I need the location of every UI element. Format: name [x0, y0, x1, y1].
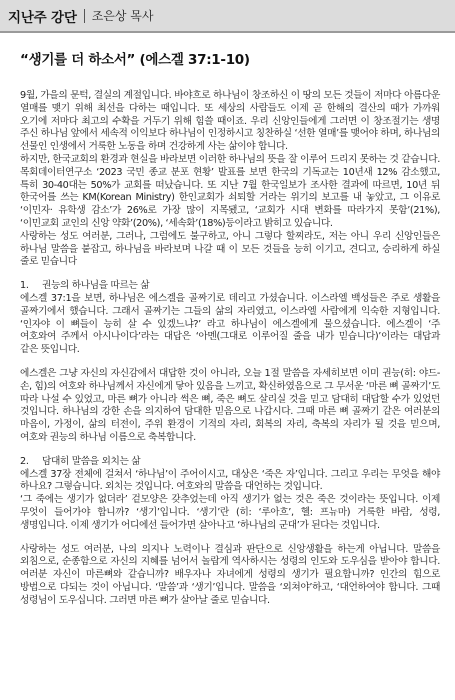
section-heading-text: 권능의 하나님을 따르는 삶	[42, 280, 150, 292]
section-paragraph: 에스겔 37:1을 보면, 하나님은 에스겔을 골짜기로 데리고 가셨습니다. 이스라엘 백성들은 주로 생활을 골짜기에서 했습니다. 그래서 골짜기는 그들의 삶의 자리였고, 이스라엘 사람에게 익숙한 지형입니다. ‘인자야 이 뼈들이 능히 살 수 있겠느냐?’ 라고 하나님이 에스겔에게 물으셨습니다. 에스겔이 ‘주 여호와여 주께서 아시나이다’라는 대답은 ‘아멘(그대로 이루어질 줄을 내가 믿습니다)’이라는 대답과 같은 뜻입니다.	[20, 292, 440, 356]
intro-paragraph: 9월, 가을의 문턱, 결실의 계절입니다. 바야흐로 하나님이 창조하신 이 땅의 모든 것들이 저마다 아름다운 열매를 맺기 위해 최선을 다하는 때입니다. 또 세상의 사람들도 이제 곧 한해의 결산의 때가 가까워 오기에 저마다 최고의 수확을 거두기 위해 힘쓸 때이죠. 우리 신앙인들에게 그러면 이 창조절기는 생명 주신 하나님 앞에서 세속적 이익보다 하나님이 인정하시고 칭찬하실 ‘선한 열매’를 맺어야 하며, 하나님의 선물인 인생에서 거룩한 노동을 하며 건강하게 사는 삶이야 합니다.	[20, 90, 440, 153]
spacer	[20, 445, 440, 456]
section-heading	[20, 456, 440, 469]
closing-paragraph: 사랑하는 성도 여러분, 나의 의지나 노력이나 결심과 판단으로 신앙생활을 하는게 아닙니다. 말씀을 외침으로, 순종함으로 자신의 지혜를 넘어서 놀랍게 역사하시는 성령의 인도와 도우심을 받아야 합니다. 여러분 자신이 마른뼈와 같습니까? 배우자나 자녀에게 성령의 생기가 필요합니까? 인간의 힘으로 방법으로 다되는 것이 아닙니다. ‘말씀’과 ‘생기’입니다. 말씀을 ‘외쳐야’하고, ‘대언하여야 합니다. 그때 성령님이 도우십니다. 그러면 마른 뼈가 살아날 줄로 믿습니다.	[20, 543, 440, 606]
intro-paragraph: 사랑하는 성도 여러분, 그러나, 그럼에도 불구하고, 아니 그렇다 할찌라도, 저는 아니 우리 신앙인들은 하나님 말씀을 붙잡고, 하나님을 바라보며 나갈 때 이 모든 것들을 능히 이기고, 견디고, 승리하게 하실 줄로 믿습니다	[20, 230, 440, 268]
section-number: 2.	[20, 455, 29, 467]
spacer	[20, 357, 440, 368]
column-title: 지난주 강단	[8, 9, 77, 26]
section-heading	[20, 280, 440, 293]
sermon-title: “생기를 더 하소서” (에스겔 37:1-10)	[20, 52, 250, 68]
intro-paragraph: 하지만, 한국교회의 환경과 현실을 바라보면 이러한 하나님의 뜻을 잘 이루어 드리지 못하는 것 같습니다. 목회데이터연구소 ‘2023 국민 종교 분포 현황’ 발표를 보면 한국의 기독교는 10년새 12% 감소했고, 특히 30-40대는 50%가 교회를 떠났습니다. 또 지난 7월 한국일보가 조사한 결과에 따르면, 10년 뒤 한국어를 쓰는 KM(Korean Ministry) 한인교회가 쇠퇴할 거라는 위기의 보고를 내 놓았고, 그 이유로 ‘이민자· 유학생 감소’가 26%로 가장 많이 지목됐고, ‘교회가 시대 변화를 따라가지 못함’(21%), ‘이민교회 교인의 신앙 약화’(20%), ‘세속화’(18%)등이라고 밝히고 있습니다.	[20, 153, 440, 229]
column-header	[0, 0, 455, 33]
sermon-body	[20, 90, 440, 607]
spacer	[20, 533, 440, 544]
section-paragraph: 에스겔은 그냥 자신의 자신감에서 대답한 것이 아니라, 오늘 1절 말씀을 자세히보면 이미 권능(히: 야드- 손, 힘)의 여호와 하나님께서 자신에게 닿아 있음을 느끼고, 확신하였음으로 그 무서운 ‘마른 뼈 골짜기’도 따라 나설 수 있었고, 마른 뼈가 아니라 썩은 뼈, 죽은 뼈도 살리실 것을 믿고 담대히 대답할 수가 있었던 것입니다. 하나님의 강한 손을 의지하여 담대한 믿음으로 나갑시다. 그때 마른 뼈 골짜기 같은 여러분의 마음이, 가정이, 삶의 터전이, 주위 환경이 기적의 자리, 회복의 자리, 축복의 자리가 될 것을 믿으며, 여호와 권능의 하나님 이름으로 축복합니다.	[20, 367, 440, 443]
header-divider	[84, 9, 85, 23]
section-heading-text: 담대히 말씀을 외치는 삶	[42, 455, 141, 467]
spacer	[20, 269, 440, 280]
section-paragraph: ‘그 죽에는 생기가 없더라’ 겉모양은 갖추었는데 아직 생기가 없는 것은 죽은 것이라는 뜻입니다. 이제 무엇이 들어가야 합니까? ‘생기’입니다. ‘생기’란 (히: ‘루아흐’, 헬: 프뉴마) 거룩한 바람, 성령, 생명입니다. 이제 생기가 어디에선 들어가면 살아나고 ‘하나님의 군대’가 된다는 것입니다.	[20, 494, 440, 531]
author-name: 조은상 목사	[91, 9, 154, 23]
section-number: 1.	[20, 280, 29, 292]
section-paragraph: 에스겔 37장 전체에 걸쳐서 ‘하나님’이 주어이시고, 대상은 ‘죽은 자’입니다. 그리고 우리는 무엇을 해야 하나요? 그렇습니다. 외치는 것입니다. 여호와의 말씀을 대언하는 것입니다.	[20, 468, 440, 493]
